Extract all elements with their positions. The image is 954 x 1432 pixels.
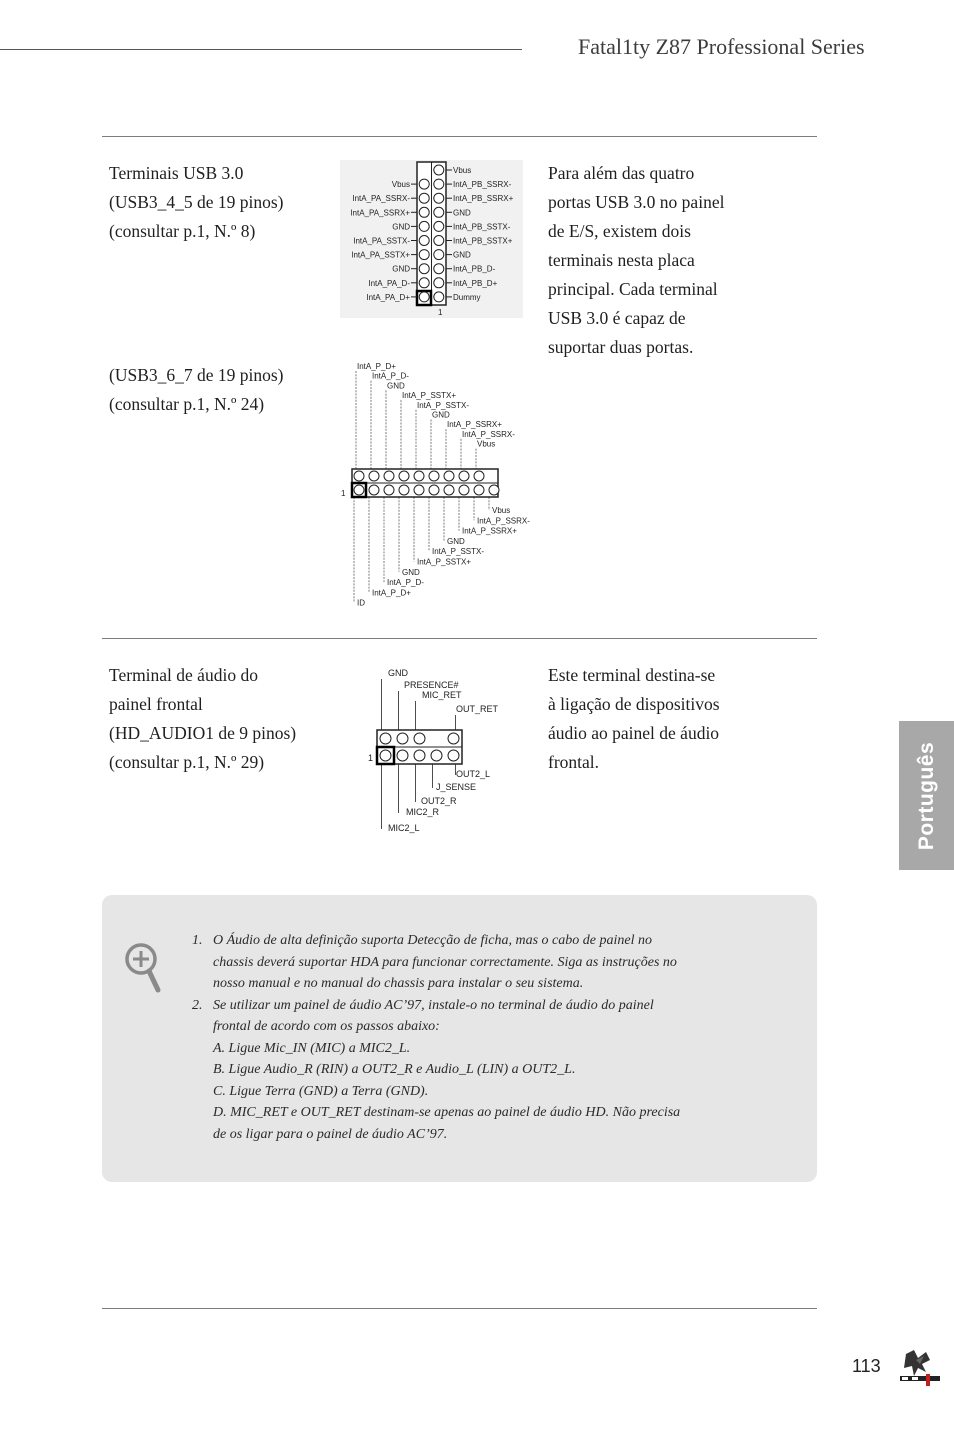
- note-item-2-line: C. Ligue Terra (GND) a Terra (GND).: [213, 1083, 429, 1099]
- usb-header-label: Terminais USB 3.0 (USB3_4_5 de 19 pinos) (consultar p.1, N.º 8): [109, 163, 284, 241]
- diagram2-bottom-labels: [357, 506, 530, 608]
- audio-header-label: Terminal de áudio do painel frontal (HD_AUDIO1 de 9 pinos) (consultar p.1, N.º 29): [109, 665, 297, 772]
- usb-header-label-2: (USB3_6_7 de 19 pinos) (consultar p.1, N.º 24): [109, 365, 284, 414]
- header-pin: [434, 221, 444, 231]
- header-pin: [459, 485, 469, 495]
- usb3-header-diagram-horizontal: [338, 360, 530, 610]
- diagram2-top-label: IntA_P_SSTX-: [417, 400, 470, 410]
- diagram2-bottom-label: GND: [447, 536, 465, 546]
- diagram1-right-label: Vbus: [453, 166, 472, 175]
- diagram1-left-label: GND: [392, 264, 410, 274]
- diagram2-top-label: GND: [432, 410, 450, 420]
- header-pin: [397, 733, 408, 744]
- notes-list: [192, 930, 680, 1145]
- language-side-tab-label: Português: [914, 741, 938, 850]
- header-pin: [384, 471, 394, 481]
- header-pin: [419, 278, 429, 288]
- diagram2-top-label: IntA_P_D+: [357, 362, 396, 371]
- diagram1-right-label: IntA_PB_SSTX+: [453, 236, 513, 246]
- header-pin: [419, 250, 429, 260]
- header-pin: [429, 485, 439, 495]
- diagram1-right-label: Dummy: [453, 292, 481, 302]
- header-pin: [419, 221, 429, 231]
- header-pin: [380, 750, 391, 761]
- header-pin: [384, 485, 394, 495]
- diagram1-left-label: IntA_PA_D+: [366, 292, 410, 302]
- note-item-2-line: frontal de acordo com os passos abaixo:: [213, 1019, 440, 1034]
- diagram2-bottom-label: ID: [357, 598, 365, 608]
- note-item-2-line: A. Ligue Mic_IN (MIC) a MIC2_L.: [213, 1040, 411, 1056]
- diagram2-top-label: Vbus: [477, 439, 496, 449]
- header-pin: [419, 292, 429, 302]
- header-pin: [354, 471, 364, 481]
- header-pin: [474, 485, 484, 495]
- audio-diagram-top-label: MIC_RET: [422, 690, 462, 700]
- note-item-1-line: nosso manual e no manual do chassis para instalar o seu sistema.: [213, 976, 584, 991]
- diagram2-top-label: IntA_P_SSRX+: [447, 420, 502, 430]
- diagram1-left-label: GND: [392, 222, 410, 232]
- diagram2-bottom-label: GND: [402, 567, 420, 577]
- header-pin: [434, 179, 444, 189]
- diagram1-left-label: IntA_PA_SSRX+: [350, 208, 410, 218]
- diagram2-bottom-label: IntA_P_SSTX+: [417, 557, 472, 567]
- audio-diagram-bottom-label: MIC2_R: [406, 807, 440, 817]
- diagram2-top-labels: [357, 362, 515, 449]
- note-item-2-line: de os ligar para o painel de áudio AC’97.: [213, 1126, 448, 1142]
- diagram2-top-label: IntA_P_SSRX-: [462, 429, 515, 439]
- audio-description: Este terminal destina-se à ligação de dispositivos áudio ao painel de áudio frontal.: [548, 665, 720, 772]
- header-rule: [0, 49, 522, 50]
- audio-diagram-bottom-label: MIC2_L: [388, 823, 420, 833]
- header-pin: [414, 471, 424, 481]
- diagram1-right-label: IntA_PB_SSRX+: [453, 194, 514, 204]
- header-pin: [434, 292, 444, 302]
- language-side-tab: [899, 721, 954, 870]
- section-rule-top: [102, 136, 817, 137]
- header-pin: [434, 193, 444, 203]
- header-pin: [397, 750, 408, 761]
- note-item-2-line: D. MIC_RET e OUT_RET destinam-se apenas ao painel de áudio HD. Não precisa: [213, 1105, 681, 1120]
- diagram2-bottom-label: IntA_P_D+: [372, 588, 411, 598]
- diagram1-pin1-label: 1: [438, 308, 443, 317]
- audio-diagram-top-label: OUT_RET: [456, 704, 499, 714]
- header-pin: [354, 485, 364, 495]
- diagram2-bottom-label: IntA_P_D-: [387, 578, 424, 588]
- header-pin: [369, 485, 379, 495]
- header-pin: [380, 733, 391, 744]
- audio-diagram-bottom-label: OUT2_L: [456, 769, 491, 779]
- header-pin: [414, 485, 424, 495]
- diagram2-top-label: IntA_P_D-: [372, 371, 409, 381]
- header-pin: [434, 207, 444, 217]
- diagram1-right-label: IntA_PB_D-: [453, 264, 496, 274]
- page-header-title: Fatal1ty Z87 Professional Series: [578, 34, 865, 59]
- diagram2-bottom-label: IntA_P_SSTX-: [432, 547, 485, 557]
- diagram1-right-label: GND: [453, 208, 471, 218]
- header-pin: [369, 471, 379, 481]
- audio-diagram-bottom-label: OUT2_R: [421, 796, 457, 806]
- diagram1-left-label: Vbus: [391, 180, 410, 190]
- diagram1-right-label: IntA_PB_SSRX-: [453, 180, 512, 190]
- diagram2-bottom-label: Vbus: [492, 506, 511, 515]
- diagram1-left-label: IntA_PA_SSTX+: [351, 250, 410, 260]
- audio-diagram-top-label: PRESENCE#: [404, 680, 459, 690]
- header-pin: [414, 750, 425, 761]
- header-pin: [419, 193, 429, 203]
- diagram2-pin1-label: 1: [341, 489, 346, 498]
- header-pin: [448, 750, 459, 761]
- header-pin: [429, 471, 439, 481]
- audio-diagram-pin1-label: 1: [368, 753, 374, 763]
- header-pin: [474, 471, 484, 481]
- diagram1-right-label: IntA_PB_D+: [453, 278, 498, 288]
- header-pin: [414, 733, 425, 744]
- section-rule-bottom: [102, 1308, 817, 1309]
- diagram1-right-label: IntA_PB_SSTX-: [453, 222, 511, 232]
- diagram1-left-label: IntA_PA_SSTX-: [353, 236, 410, 246]
- header-pin: [434, 264, 444, 274]
- diagram1-left-label: IntA_PA_SSRX-: [352, 194, 410, 204]
- header-pin: [399, 471, 409, 481]
- audio-diagram-bottom-label: J_SENSE: [436, 782, 477, 792]
- note-item-2-line: B. Ligue Audio_R (RIN) a OUT2_R e Audio_L (LIN) a OUT2_L.: [213, 1062, 576, 1077]
- header-pin: [434, 250, 444, 260]
- header-pin: [444, 471, 454, 481]
- diagram2-top-label: GND: [387, 381, 405, 391]
- header-pin: [431, 750, 442, 761]
- usb-description: Para além das quatro portas USB 3.0 no painel de E/S, existem dois terminais nesta placa principal. Cada terminal USB 3.0 é capaz de suportar duas portas.: [548, 163, 725, 357]
- diagram1-right-label: GND: [453, 250, 471, 260]
- header-pin: [419, 264, 429, 274]
- usb3-header-diagram-vertical: [340, 160, 523, 318]
- diagram1-left-label: IntA_PA_D-: [368, 278, 410, 288]
- fatal1ty-logo: [896, 1348, 946, 1388]
- note-item-2-line: 2. Se utilizar um painel de áudio AC’97, instale-o no terminal de áudio do painel: [192, 997, 654, 1013]
- magnifier-plus-icon: [124, 942, 164, 994]
- hd-audio-header-diagram: [366, 664, 516, 840]
- diagram2-bottom-label: IntA_P_SSRX+: [462, 526, 517, 536]
- header-pin: [444, 485, 454, 495]
- header-pin: [448, 733, 459, 744]
- section-rule-middle: [102, 638, 817, 639]
- header-pin: [434, 236, 444, 246]
- note-item-1-line: chassis deverá suportar HDA para funcionar correctamente. Siga as instruções no: [213, 954, 677, 970]
- header-pin: [434, 278, 444, 288]
- header-pin: [419, 236, 429, 246]
- header-pin: [434, 165, 444, 175]
- diagram2-bottom-label: IntA_P_SSRX-: [477, 516, 530, 526]
- header-pin: [459, 471, 469, 481]
- header-pin: [399, 485, 409, 495]
- page-number: 113: [852, 1356, 881, 1376]
- header-pin: [419, 179, 429, 189]
- audio-diagram-top-label: GND: [388, 668, 408, 678]
- header-pin: [489, 485, 499, 495]
- header-pin: [419, 207, 429, 217]
- diagram2-top-label: IntA_P_SSTX+: [402, 391, 457, 401]
- note-item-1-line: 1. O Áudio de alta definição suporta Detecção de ficha, mas o cabo de painel no: [192, 933, 652, 948]
